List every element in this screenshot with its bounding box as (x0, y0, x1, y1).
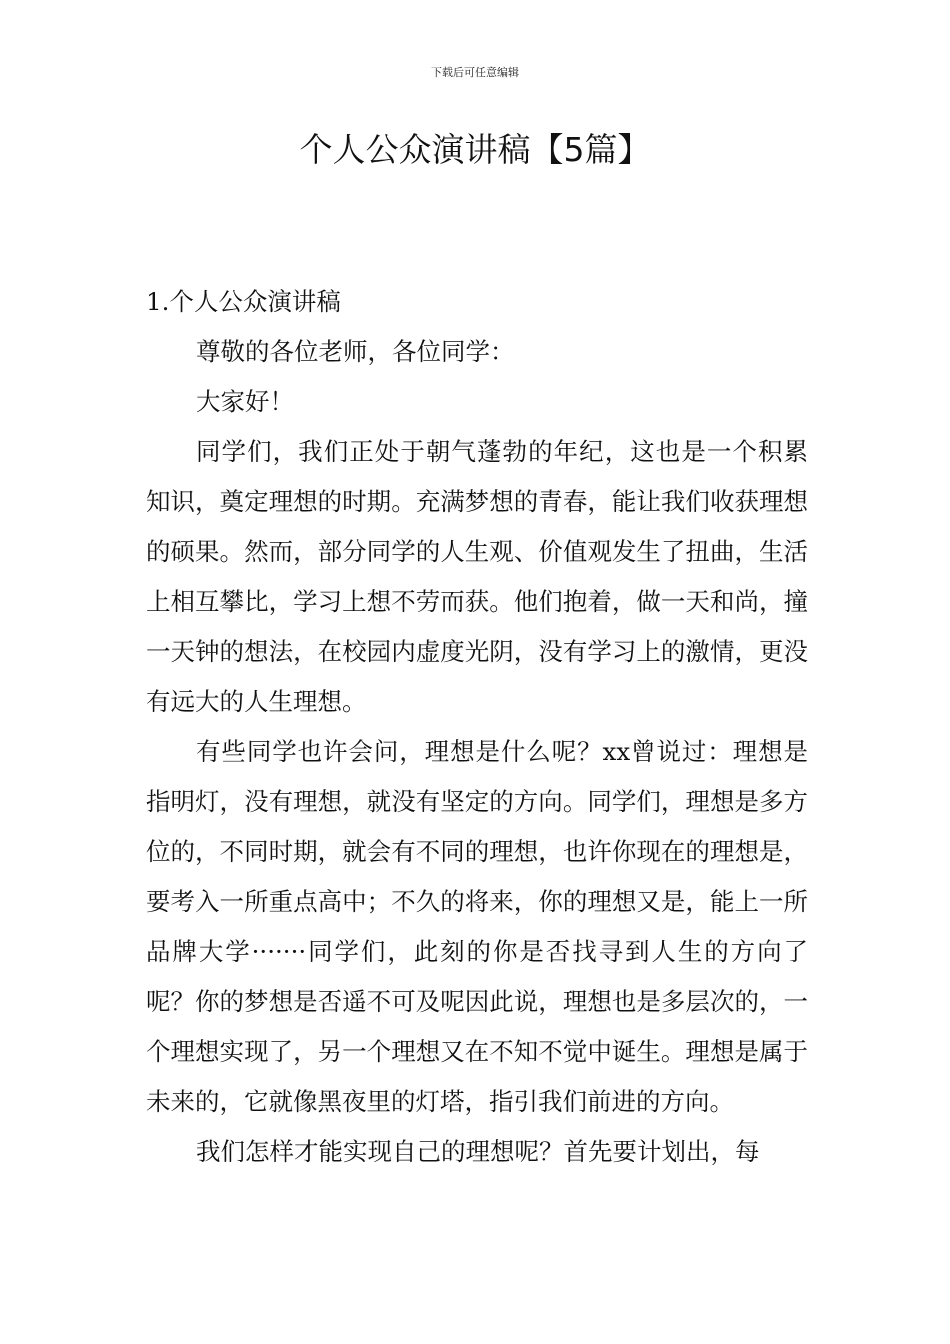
document-body (146, 277, 808, 1177)
salutation-paragraph: 尊敬的各位老师，各位同学： (196, 337, 515, 366)
section-heading: 1.个人公众演讲稿 (146, 287, 341, 316)
header-note: 下载后可任意编辑 (431, 66, 519, 79)
body-paragraph: 同学们，我们正处于朝气蓬勃的年纪，这也是一个积累知识，奠定理想的时期。充满梦想的青春，能让我们收获理想的硕果。然而，部分同学的人生观、价值观发生了扭曲，生活上相互攀比，学习上想不劳而获。他们抱着，做一天和尚，撞一天钟的想法，在校园内虚度光阴，没有学习上的激情，更没有远大的人生理想。 (146, 437, 808, 716)
body-paragraph: 我们怎样才能实现自己的理想呢？首先要计划出，每 (196, 1137, 760, 1166)
document-title: 个人公众演讲稿【5篇】 (299, 130, 651, 169)
greeting-paragraph: 大家好！ (196, 387, 294, 416)
body-paragraph: 有些同学也许会问，理想是什么呢？xx曾说过：理想是指明灯，没有理想，就没有坚定的方向。同学们，理想是多方位的，不同时期，就会有不同的理想，也许你现在的理想是，要考入一所重点高中；不久的将来，你的理想又是，能上一所品牌大学·······同学们，此刻的你是否找寻到人生的方向了呢？你的梦想是否遥不可及呢因此说，理想也是多层次的，一个理想实现了，另一个理想又在不知不觉中诞生。理想是属于未来的，它就像黑夜里的灯塔，指引我们前进的方向。 (146, 737, 808, 1116)
